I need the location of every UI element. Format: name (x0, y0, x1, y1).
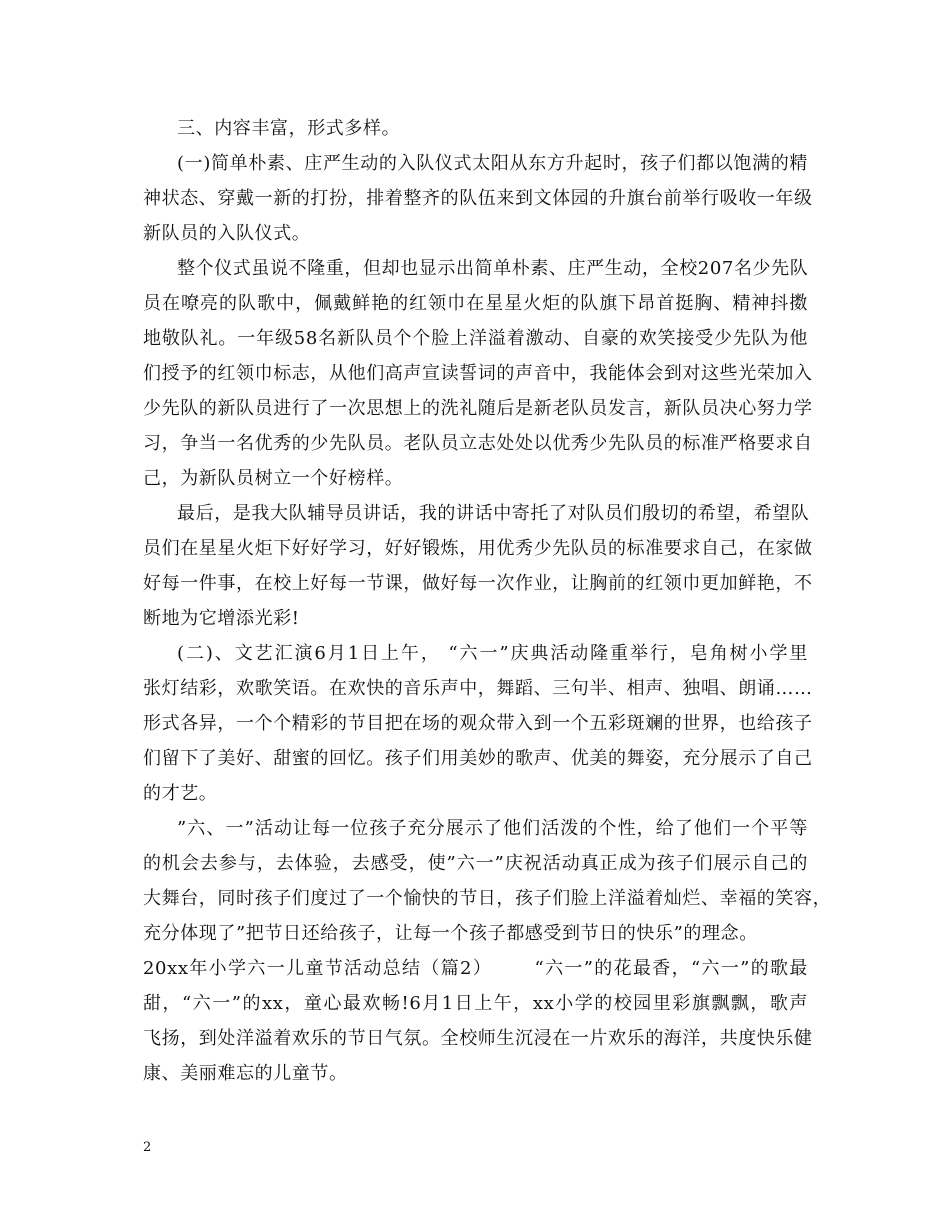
paragraph-line: ”六、一”活动让每一位孩子充分展示了他们活泼的个性，给了他们一个平等 (177, 818, 808, 839)
paragraph-line: 的机会去参与，去体验，去感受，使”六一”庆祝活动真正成为孩子们展示自己的 (143, 853, 808, 874)
paragraph-line: 20xx年小学六一儿童节活动总结（篇2） “六一”的花最香，“六一”的歌最 (143, 958, 808, 979)
paragraph-line: 们留下了美好、甜蜜的回忆。孩子们用美妙的歌声、优美的舞姿，充分展示了自己 (143, 748, 813, 769)
paragraph-line: 大舞台，同时孩子们度过了一个愉快的节日，孩子们脸上洋溢着灿烂、幸福的笑容， (143, 888, 832, 909)
paragraph-line: 习，争当一名优秀的少先队员。老队员立志处处以优秀少先队员的标准严格要求自 (143, 433, 813, 454)
page-number: 2 (143, 1140, 152, 1155)
paragraph-line: 张灯结彩，欢歌笑语。在欢快的音乐声中，舞蹈、三句半、相声、独唱、朗诵…… (143, 678, 813, 699)
paragraph-line: 们授予的红领巾标志，从他们高声宣读誓词的声音中，我能体会到对这些光荣加入 (143, 363, 813, 384)
section-heading: 三、内容丰富，形式多样。 (177, 118, 401, 139)
paragraph-line: (二)、文艺汇演6月1日上午， “六一”庆典活动隆重举行，皂角树小学里 (177, 643, 808, 664)
paragraph-line: 飞扬，到处洋溢着欢乐的节日气氛。全校师生沉浸在一片欢乐的海洋，共度快乐健 (143, 1028, 813, 1049)
paragraph-line: 员们在星星火炬下好好学习，好好锻炼，用优秀少先队员的标准要求自己，在家做 (143, 538, 813, 559)
paragraph-line: (一)简单朴素、庄严生动的入队仪式太阳从东方升起时，孩子们都以饱满的精 (177, 153, 808, 174)
paragraph-line: 断地为它增添光彩! (143, 608, 300, 629)
paragraph-line: 整个仪式虽说不隆重，但却也显示出简单朴素、庄严生动，全校207名少先队 (177, 258, 809, 279)
paragraph-line: 甜，“六一”的xx，童心最欢畅!6月1日上午，xx小学的校园里彩旗飘飘，歌声 (143, 993, 808, 1014)
paragraph-line: 己，为新队员树立一个好榜样。 (143, 468, 404, 489)
paragraph-line: 好每一件事，在校上好每一节课，做好每一次作业，让胸前的红领巾更加鲜艳，不 (143, 573, 813, 594)
paragraph-line: 充分体现了”把节日还给孩子，让每一个孩子都感受到节日的快乐”的理念。 (143, 923, 758, 944)
paragraph-line: 最后，是我大队辅导员讲话，我的讲话中寄托了对队员们殷切的希望，希望队 (177, 503, 810, 524)
paragraph-line: 的才艺。 (143, 783, 218, 804)
paragraph-line: 形式各异，一个个精彩的节目把在场的观众带入到一个五彩斑斓的世界，也给孩子 (143, 713, 813, 734)
paragraph-line: 员在嘹亮的队歌中，佩戴鲜艳的红领巾在星星火炬的队旗下昂首挺胸、精神抖擞 (143, 293, 808, 314)
paragraph-line: 地敬队礼。一年级58名新队员个个脸上洋溢着激动、自豪的欢笑接受少先队为他 (143, 328, 808, 349)
paragraph-line: 少先队的新队员进行了一次思想上的洗礼随后是新老队员发言，新队员决心努力学 (143, 398, 813, 419)
paragraph-line: 神状态、穿戴一新的打扮，排着整齐的队伍来到文体园的升旗台前举行吸收一年级 (143, 188, 813, 209)
paragraph-line: 康、美丽难忘的儿童节。 (143, 1063, 348, 1084)
paragraph-line: 新队员的入队仪式。 (143, 223, 311, 244)
